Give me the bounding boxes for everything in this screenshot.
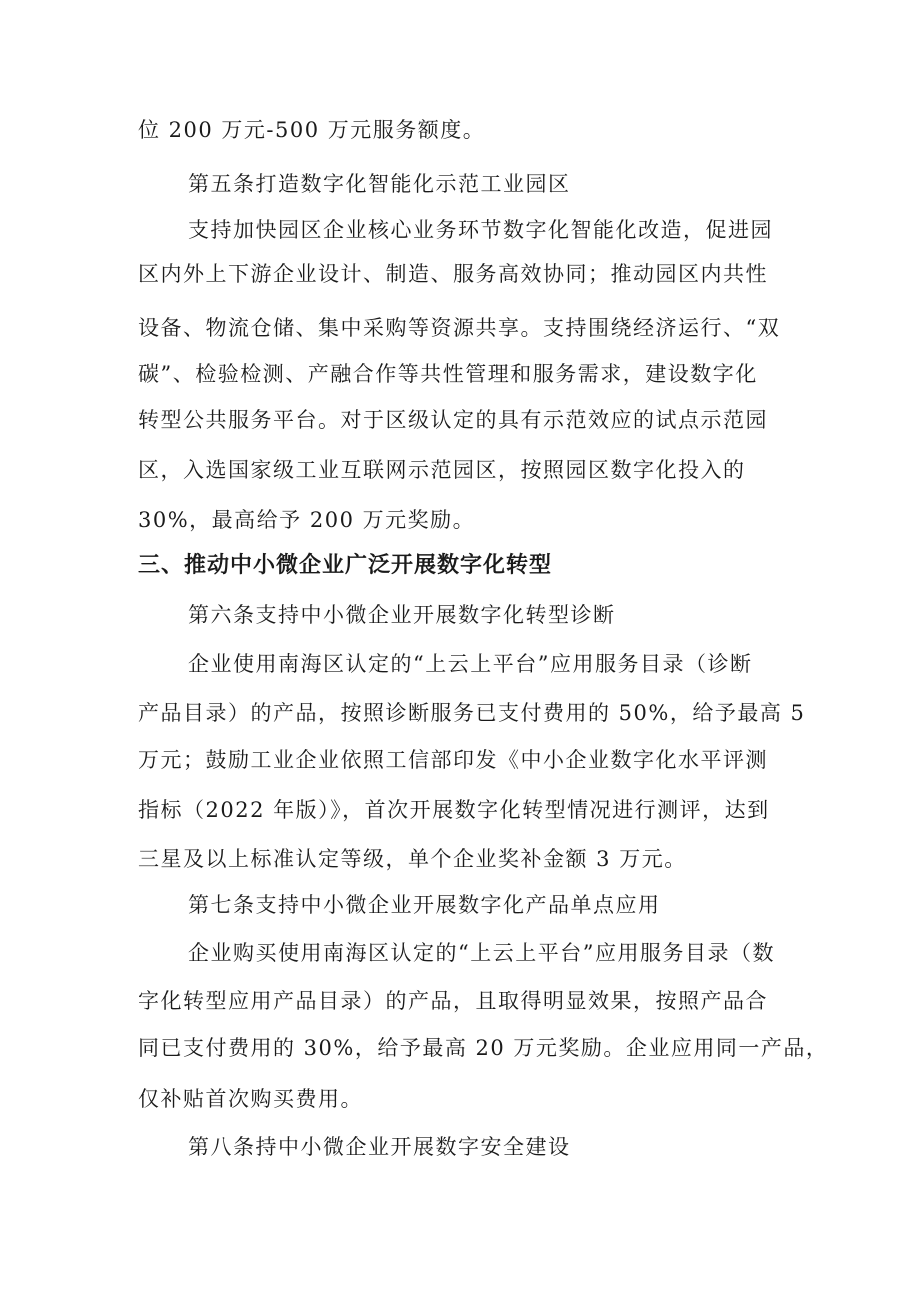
paragraph-line: 设备、物流仓储、集中采购等资源共享。支持围绕经济运行、“双 [138, 316, 781, 340]
paragraph-line: 同已支付费用的 30%，给予最高 20 万元奖励。企业应用同一产品， [138, 1036, 829, 1060]
section-heading-3: 三、推动中小微企业广泛开展数字化转型 [138, 553, 553, 578]
paragraph-line: 位 200 万元-500 万元服务额度。 [138, 118, 486, 142]
paragraph-line: 30%，最高给予 200 万元奖励。 [138, 508, 476, 532]
paragraph-line: 指标（2022 年版）》，首次开展数字化转型情况进行测评，达到 [138, 798, 770, 822]
paragraph-line: 支持加快园区企业核心业务环节数字化智能化改造，促进园 [188, 218, 773, 242]
paragraph-line: 产品目录）的产品，按照诊断服务已支付费用的 50%，给予最高 5 [138, 701, 806, 725]
paragraph-line: 企业购买使用南海区认定的“上云上平台”应用服务目录（数 [188, 941, 775, 965]
paragraph-line: 万元；鼓励工业企业依照工信部印发《中小企业数字化水平评测 [138, 748, 768, 772]
article-heading-5: 第五条打造数字化智能化示范工业园区 [188, 172, 571, 196]
paragraph-line: 区，入选国家级工业互联网示范园区，按照园区数字化投入的 [138, 458, 746, 482]
article-heading-6: 第六条支持中小微企业开展数字化转型诊断 [188, 603, 616, 627]
paragraph-line: 仅补贴首次购买费用。 [138, 1087, 363, 1111]
article-heading-8: 第八条持中小微企业开展数字安全建设 [188, 1135, 571, 1159]
paragraph-line: 字化转型应用产品目录）的产品，且取得明显效果，按照产品合 [138, 989, 768, 1013]
paragraph-line: 区内外上下游企业设计、制造、服务高效协同；推动园区内共性 [138, 262, 768, 286]
paragraph-line: 碳”、检验检测、产融合作等共性管理和服务需求，建设数字化 [138, 362, 758, 386]
paragraph-line: 企业使用南海区认定的“上云上平台”应用服务目录（诊断 [188, 652, 753, 676]
paragraph-line: 转型公共服务平台。对于区级认定的具有示范效应的试点示范园 [138, 408, 768, 432]
paragraph-line: 三星及以上标准认定等级，单个企业奖补金额 3 万元。 [138, 847, 687, 871]
article-heading-7: 第七条支持中小微企业开展数字化产品单点应用 [188, 893, 661, 917]
